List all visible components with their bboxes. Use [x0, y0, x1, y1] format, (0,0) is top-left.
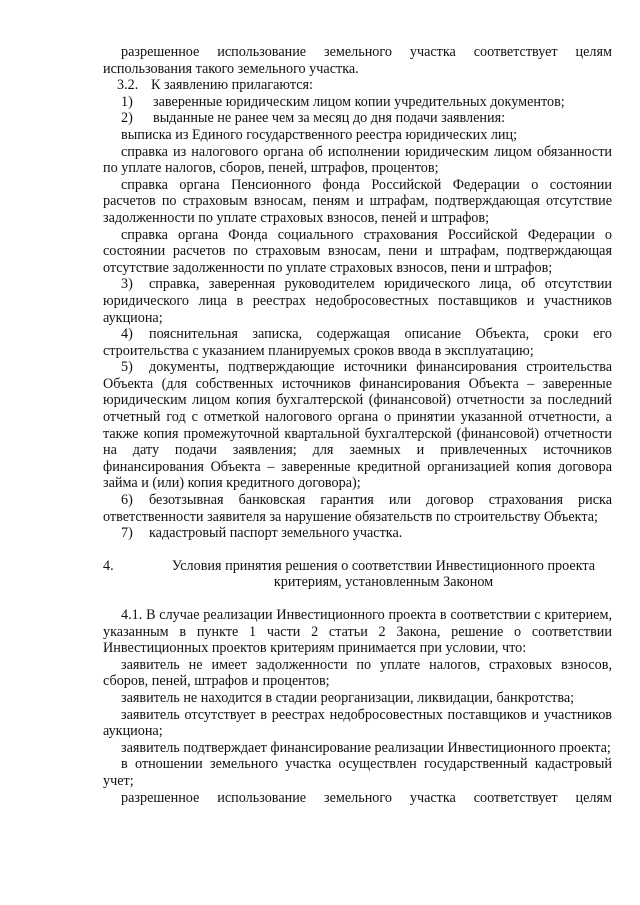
clause-text: К заявлению прилагаются:: [151, 77, 313, 94]
list-item-text: заверенные юридическим лицом копии учредительных документов;: [153, 93, 565, 110]
clause-3-2: [103, 77, 612, 94]
section-4-heading: [103, 558, 612, 591]
list-item-number: 2): [121, 110, 133, 127]
section-title-line-2: критериям, установленным Законом: [273, 574, 494, 591]
list-item-7: [103, 525, 612, 542]
condition-financing-confirmed: заявитель подтверждает финансирование реализации Инвестиционного проекта;: [121, 739, 611, 756]
list-item-text: документы, подтверждающие источники финансирования строительства Объекта (для собственных источников финансирования Объекта – заверенные юридическим лицом копия бухгалтерской (финансовой) отчетности за последний отчетный год с отметкой налогового органа о принятии указанной отчетности, а также копия промежуточной квартальной бухгалтерской (финансовой) отчетности на дату подачи заявления; для заемных и привлеченных источников финансирования Объекта – заверенные кредитной организацией копия договора займа и (или) копия кредитного договора);: [103, 359, 612, 492]
section-title: [155, 558, 612, 591]
section-number: 4.: [103, 557, 114, 574]
paragraph-fss-certificate: справка органа Фонда социального страхования Российской Федерации о состоянии расчетов по страховым взносам, пени и штрафам, подтверждающая отсутствие задолженности по уплате страховых взносов, пени и штрафов;: [103, 226, 612, 276]
paragraph-4-1: 4.1. В случае реализации Инвестиционного проекта в соответствии с критерием, указанным в пункте 1 части 2 статьи 2 Закона, решение о соответствии Инвестиционных проектов критериям принимается при условии, что:: [103, 607, 612, 657]
list-item-number: 5): [121, 359, 133, 376]
list-item-text: справка, заверенная руководителем юридического лица, об отсутствии юридического лица в реестрах недобросовестных поставщиков и участников аукциона;: [103, 276, 612, 326]
list-item-2: [103, 110, 612, 127]
list-item-text: выданные не ранее чем за месяц до дня подачи заявления:: [153, 110, 506, 127]
condition-no-reorganization: заявитель не находится в стадии реорганизации, ликвидации, банкротства;: [121, 689, 575, 706]
list-item-text: безотзывная банковская гарантия или договор страхования риска ответственности заявителя за нарушение обязательств по строительству Объекта;: [103, 492, 612, 525]
list-item-1: [103, 94, 612, 111]
section-title-line-1: Условия принятия решения о соответствии Инвестиционного проекта: [171, 557, 596, 574]
list-item-number: 7): [121, 525, 133, 542]
list-item-5: [103, 359, 612, 492]
list-item-3: [103, 276, 612, 326]
list-item-text: кадастровый паспорт земельного участка.: [149, 525, 403, 542]
list-item-4: [103, 326, 612, 359]
clause-number: 3.2.: [117, 77, 139, 94]
list-item-number: 4): [121, 326, 133, 343]
condition-not-in-registries: заявитель отсутствует в реестрах недобросовестных поставщиков и участников аукциона;: [103, 706, 612, 740]
condition-cadastral-registration: в отношении земельного участка осуществлен государственный кадастровый учет;: [103, 756, 612, 789]
condition-land-use: разрешенное использование земельного участка соответствует целям: [121, 789, 612, 806]
condition-no-debts: заявитель не имеет задолженности по уплате налогов, страховых взносов, сборов, пеней, штрафов и процентов;: [103, 656, 612, 690]
list-item-6: [103, 492, 612, 525]
paragraph-tax-certificate: справка из налогового органа об исполнении юридическим лицом обязанности по уплате налогов, сборов, пеней, штрафов, процентов;: [103, 143, 612, 177]
paragraph-pension-certificate: справка органа Пенсионного фонда Российской Федерации о состоянии расчетов по страховым взносам, пеням и штрафам, подтверждающая отсутствие задолженности по уплате страховых взносов, пеней и штрафов;: [103, 176, 612, 226]
paragraph-land-use: разрешенное использование земельного участка соответствует целям использования такого земельного участка.: [103, 44, 612, 77]
list-item-number: 3): [121, 276, 133, 293]
paragraph-egrul-extract: выписка из Единого государственного реестра юридических лиц;: [121, 126, 518, 143]
list-item-text: пояснительная записка, содержащая описание Объекта, сроки его строительства с указанием планируемых сроков ввода в эксплуатацию;: [103, 326, 612, 359]
list-item-number: 6): [121, 492, 133, 509]
list-item-number: 1): [121, 93, 133, 110]
